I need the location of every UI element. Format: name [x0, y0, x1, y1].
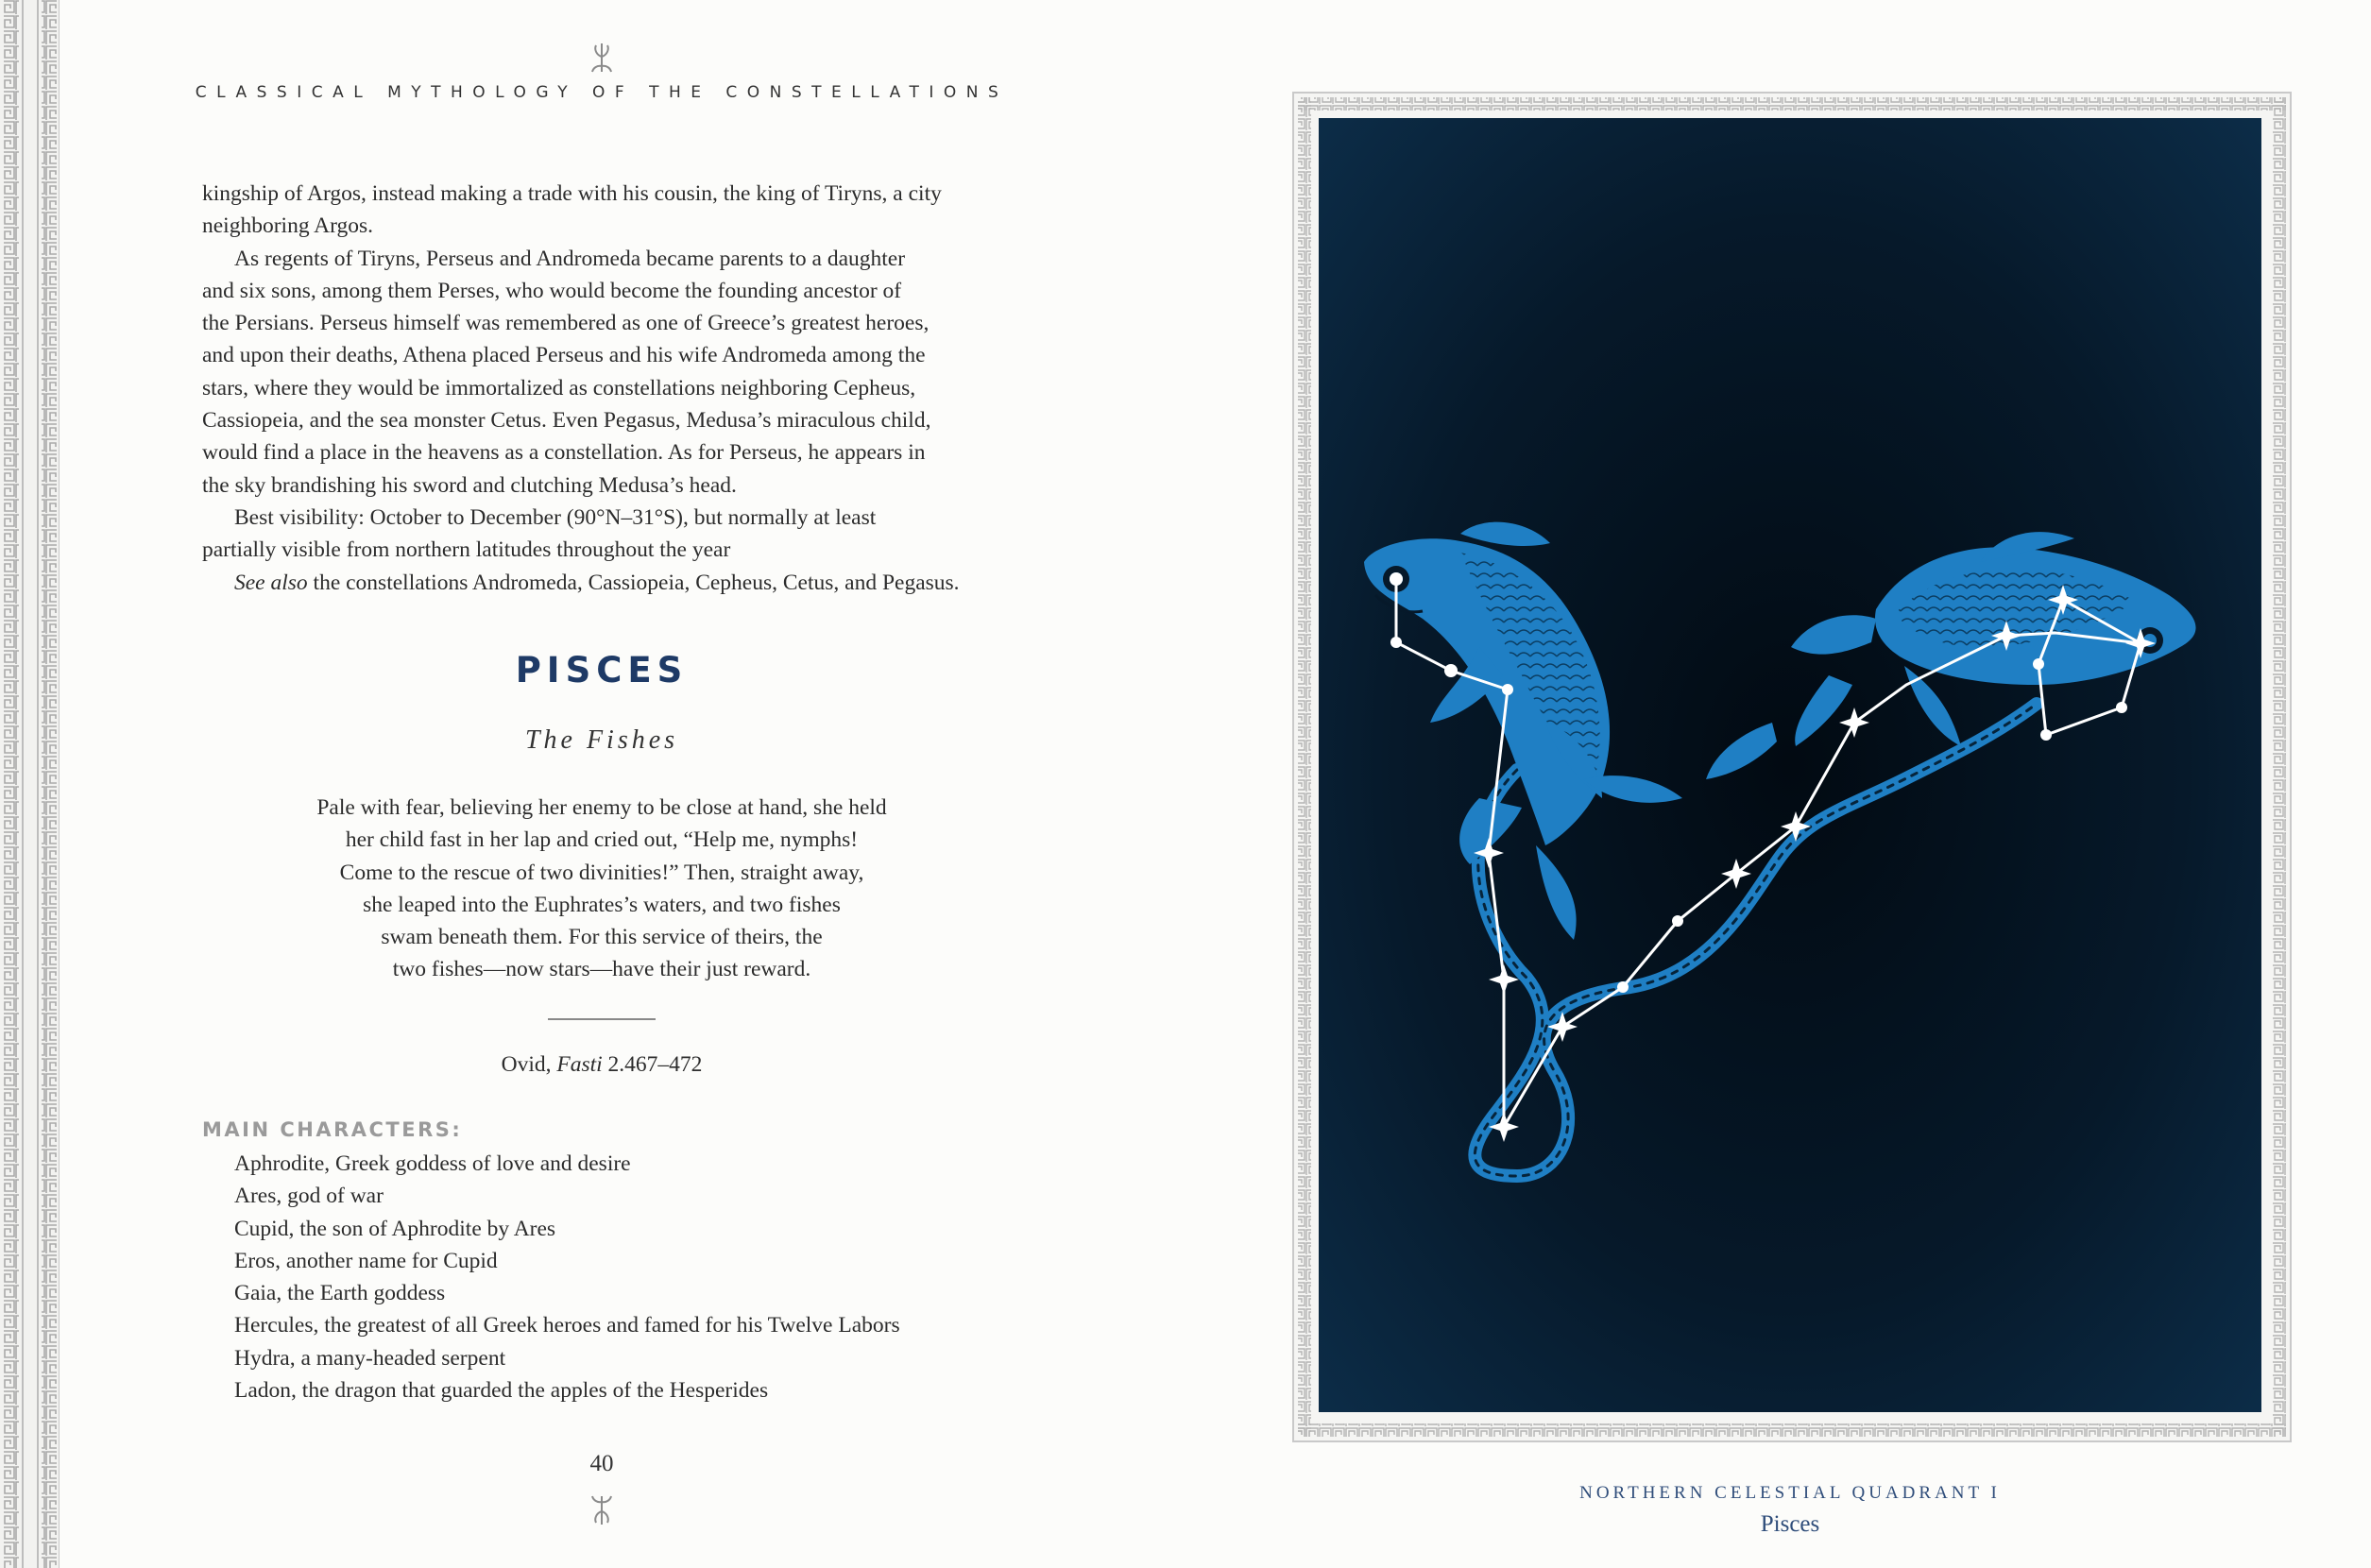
list-item: Aphrodite, Greek goddess of love and desire [234, 1151, 631, 1176]
plate-quadrant-caption: NORTHERN CELESTIAL QUADRANT I [1579, 1483, 2001, 1503]
list-item: Gaia, the Earth goddess [234, 1281, 446, 1306]
body-text [202, 178, 1024, 599]
fleuron-ornament-icon [588, 1491, 616, 1528]
see-also-paragraph: See also the constellations Andromeda, Cassiopeia, Cepheus, Cetus, and Pegasus. [234, 570, 960, 595]
pisces-constellation-art [1319, 118, 2261, 1412]
book-spine-border [0, 0, 60, 1568]
plate-name-caption: Pisces [1760, 1511, 1820, 1537]
page-number: 40 [589, 1451, 614, 1476]
main-characters-heading: MAIN CHARACTERS: [202, 1118, 463, 1141]
section-title: PISCES [515, 650, 689, 690]
running-head: CLASSICAL MYTHOLOGY OF THE CONSTELLATIONS [195, 83, 1009, 102]
epigraph-citation: Ovid, Fasti 2.467–472 [501, 1052, 703, 1077]
divider-rule [548, 1018, 656, 1020]
fleuron-ornament-icon [588, 40, 616, 77]
paragraph-1: kingship of Argos, instead making a trade with his cousin, the king of Tiryns, a city neighboring Argos. [202, 181, 942, 239]
list-item: Hercules, the greatest of all Greek heroes and famed for his Twelve Labors [234, 1313, 900, 1338]
left-page [59, 0, 1183, 1568]
list-item: Hydra, a many-headed serpent [234, 1345, 506, 1371]
main-characters-list [234, 1148, 900, 1406]
list-item: Ares, god of war [234, 1184, 384, 1209]
list-item: Eros, another name for Cupid [234, 1248, 498, 1273]
epigraph-quote: Pale with fear, believing her enemy to be close at hand, she held her child fast in her lap and cried out, “Help me, nymphs! Come to the rescue of two divinities!” Then, straight away, she leaped into the Euphrates’s waters, and two fishes swam beneath them. For this service of theirs, the two fishes—now stars—have their just reward. [316, 795, 887, 982]
list-item: Ladon, the dragon that guarded the apples of the Hesperides [234, 1378, 769, 1404]
pisces-illustration [1319, 118, 2261, 1412]
paragraph-2: As regents of Tiryns, Perseus and Andromeda became parents to a daughter and six sons, among them Perses, who would become the founding ancestor of the Persians. Perseus himself was remembered as one of Greece’s greatest heroes, and upon their deaths, Athena placed Perseus and his wife Andromeda among the stars, where they would be immortalized as constellations neighboring Cepheus, Cassiopeia, and the sea monster Cetus. Even Pegasus, Medusa’s miraculous child, would find a place in the heavens as a constellation. As for Perseus, he appears in the sky brandishing his sword and clutching Medusa’s head. [202, 246, 931, 498]
visibility-paragraph: Best visibility: October to December (90°N–31°S), but normally at least partially visible from northern latitudes throughout the year [202, 504, 877, 563]
section-subtitle: The Fishes [524, 725, 679, 755]
greek-key-pattern [0, 0, 59, 1568]
list-item: Cupid, the son of Aphrodite by Ares [234, 1216, 556, 1241]
